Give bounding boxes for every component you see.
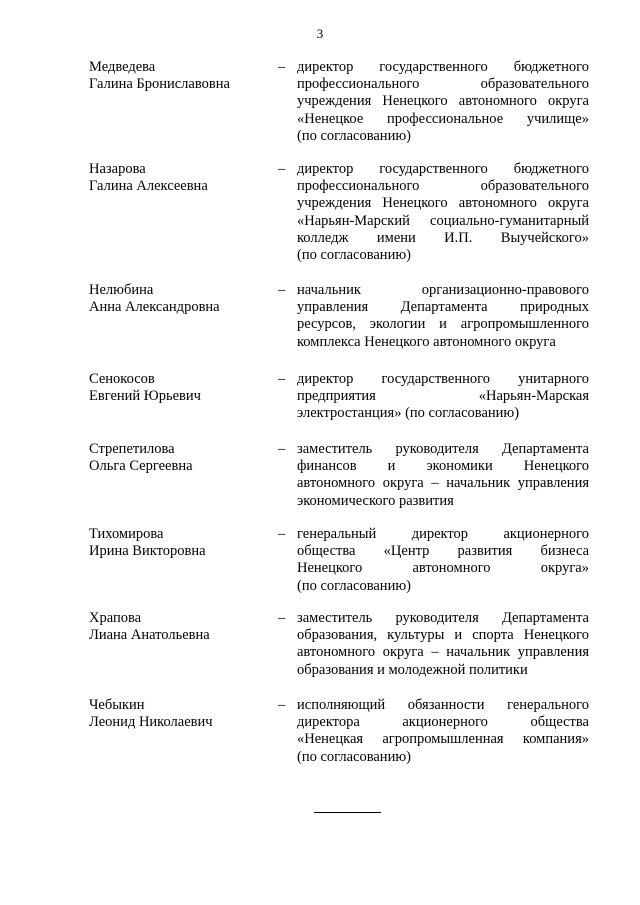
member-name (89, 697, 279, 731)
member-position (297, 610, 589, 679)
position-line: директора акционерного общества (297, 714, 589, 731)
position-line: образования и молодежной политики (297, 661, 528, 678)
position-line: (по согласованию) (297, 127, 411, 144)
position-line: экономического развития (297, 492, 454, 509)
position-line: заместитель руководителя Департамента (297, 441, 589, 457)
position-line: заместитель руководителя Департамента (297, 610, 589, 626)
position-line: автономного округа – начальник управления (297, 475, 589, 492)
member-name (89, 282, 279, 316)
entry-dash: – (278, 610, 286, 626)
member-position (297, 697, 589, 766)
member-surname: Нелюбина (89, 282, 154, 298)
member-position (297, 526, 589, 595)
position-line: (по согласованию) (297, 748, 411, 765)
member-given-names: Леонид Николаевич (89, 714, 213, 730)
position-line: учреждения Ненецкого автономного округа (297, 93, 589, 110)
position-line: профессионального образовательного (297, 76, 589, 93)
member-name (89, 371, 279, 405)
member-name (89, 526, 279, 560)
position-line: профессионального образовательного (297, 178, 589, 195)
position-line: колледж имени И.П. Выучейского» (297, 229, 589, 246)
member-given-names: Евгений Юрьевич (89, 388, 201, 404)
position-line: комплекса Ненецкого автономного округа (297, 333, 556, 350)
member-position (297, 371, 589, 423)
position-line: (по согласованию) (297, 246, 411, 263)
member-given-names: Галина Алексеевна (89, 178, 208, 194)
position-line: исполняющий обязанности генерального (297, 697, 589, 713)
position-line: начальник организационно-правового (297, 282, 589, 298)
member-name (89, 161, 279, 195)
position-line: общества «Центр развития бизнеса (297, 543, 589, 560)
position-line: электростанция» (по согласованию) (297, 405, 520, 422)
position-line: директор государственного унитарного (297, 371, 589, 387)
member-position (297, 282, 589, 351)
position-line: директор государственного бюджетного (297, 59, 589, 75)
position-line: директор государственного бюджетного (297, 161, 589, 177)
member-surname: Медведева (89, 59, 156, 75)
position-line: учреждения Ненецкого автономного округа (297, 195, 589, 212)
position-line: (по согласованию) (297, 577, 411, 594)
member-position (297, 161, 589, 264)
member-surname: Храпова (89, 610, 142, 626)
member-surname: Чебыкин (89, 697, 145, 713)
entry-dash: – (278, 441, 286, 457)
page-number: 3 (316, 26, 324, 41)
member-surname: Назарова (89, 161, 146, 177)
position-line: предприятия «Нарьян-Марская (297, 388, 589, 405)
end-rule (314, 812, 381, 813)
member-surname: Стрепетилова (89, 441, 175, 457)
position-line: «Ненецкая агропромышленная компания» (297, 731, 589, 748)
position-line: управления Департамента природных (297, 299, 589, 316)
member-surname: Сенокосов (89, 371, 155, 387)
entry-dash: – (278, 282, 286, 298)
member-name (89, 610, 279, 644)
member-given-names: Анна Александровна (89, 299, 220, 315)
entry-dash: – (278, 526, 286, 542)
position-line: ресурсов, экологии и агропромышленного (297, 316, 589, 333)
position-line: «Ненецкое профессиональное училище» (297, 110, 589, 127)
member-name (89, 59, 279, 93)
member-surname: Тихомирова (89, 526, 164, 542)
entry-dash: – (278, 161, 286, 177)
position-line: Ненецкого автономного округа» (297, 560, 589, 577)
entry-dash: – (278, 697, 286, 713)
member-given-names: Ольга Сергеевна (89, 458, 193, 474)
position-line: образования, культуры и спорта Ненецкого (297, 627, 589, 644)
member-given-names: Галина Брониславовна (89, 76, 230, 92)
position-line: «Нарьян-Марский социально-гуманитарный (297, 212, 589, 229)
position-line: финансов и экономики Ненецкого (297, 458, 589, 475)
member-given-names: Ирина Викторовна (89, 543, 206, 559)
position-line: автономного округа – начальник управления (297, 644, 589, 661)
member-position (297, 441, 589, 510)
member-name (89, 441, 279, 475)
member-position (297, 59, 589, 145)
member-given-names: Лиана Анатольевна (89, 627, 210, 643)
entry-dash: – (278, 371, 286, 387)
entry-dash: – (278, 59, 286, 75)
position-line: генеральный директор акционерного (297, 526, 589, 542)
